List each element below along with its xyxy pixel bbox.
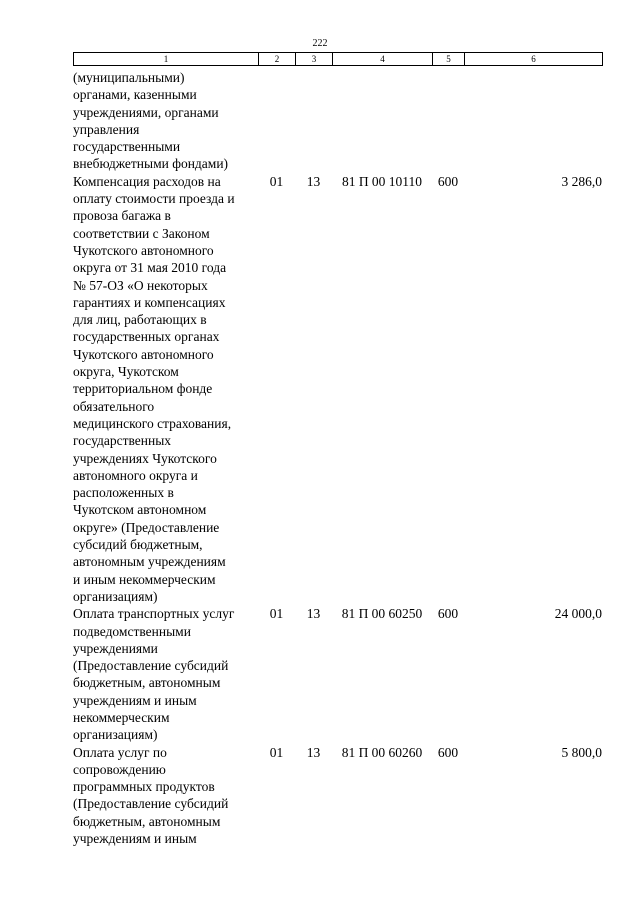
table-row [73, 173, 602, 605]
row-target-code: 81 П 00 10110 [341, 173, 423, 189]
row-name: Компенсация расходов на оплату стоимости проезда и провоза багажа в соответствии с Законом Чукотского автономного округа от 31 мая 2010 года № 57-ОЗ «О некоторых гарантиях и компенсациях для лиц, работающих в государственных органах Чукотского автономного округа, Чукотском территориальном фонде обязательного медицинского страхования, государственных учреждениях Чукотского автономного округа и расположенных в Чукотском автономном округе» (Предоставление субсидий бюджетным, автономным учреждениям и иным некоммерческим организациям) [73, 173, 235, 604]
row-expense-type: 600 [437, 606, 459, 622]
column-header-5: 5 [433, 53, 465, 66]
column-header-row [74, 53, 603, 66]
column-header-1: 1 [74, 53, 259, 66]
row-name: Оплата услуг по сопровождению программных продуктов (Предоставление субсидий бюджетным, автономным учреждениям и иным [73, 744, 229, 847]
table-row [73, 744, 602, 848]
row-amount: 24 000,0 [554, 606, 602, 622]
row-subsection: 13 [306, 173, 321, 189]
row-section: 01 [269, 744, 284, 760]
column-header-4: 4 [333, 53, 433, 66]
column-header-2: 2 [259, 53, 296, 66]
row-amount: 3 286,0 [561, 173, 602, 189]
page-number: 222 [312, 38, 328, 49]
table-body [73, 69, 602, 847]
row-name: Оплата транспортных услуг подведомственными учреждениями (Предоставление субсидий бюджетным, автономным учреждениям и иным некоммерческим организациям) [73, 606, 235, 743]
row-name: (муниципальными) органами, казенными учреждениями, органами управления государственными внебюджетными фондами) [73, 70, 229, 172]
row-target-code: 81 П 00 60260 [341, 744, 423, 760]
row-subsection: 13 [306, 606, 321, 622]
row-amount: 5 800,0 [561, 744, 602, 760]
row-section: 01 [269, 173, 284, 189]
column-header-6: 6 [465, 53, 603, 66]
table-row [73, 605, 602, 743]
row-section: 01 [269, 606, 284, 622]
row-target-code: 81 П 00 60250 [341, 606, 423, 622]
row-expense-type: 600 [437, 173, 459, 189]
row-subsection: 13 [306, 744, 321, 760]
column-header-table [73, 52, 603, 66]
table-row [73, 69, 602, 173]
column-header-3: 3 [296, 53, 333, 66]
row-expense-type: 600 [437, 744, 459, 760]
